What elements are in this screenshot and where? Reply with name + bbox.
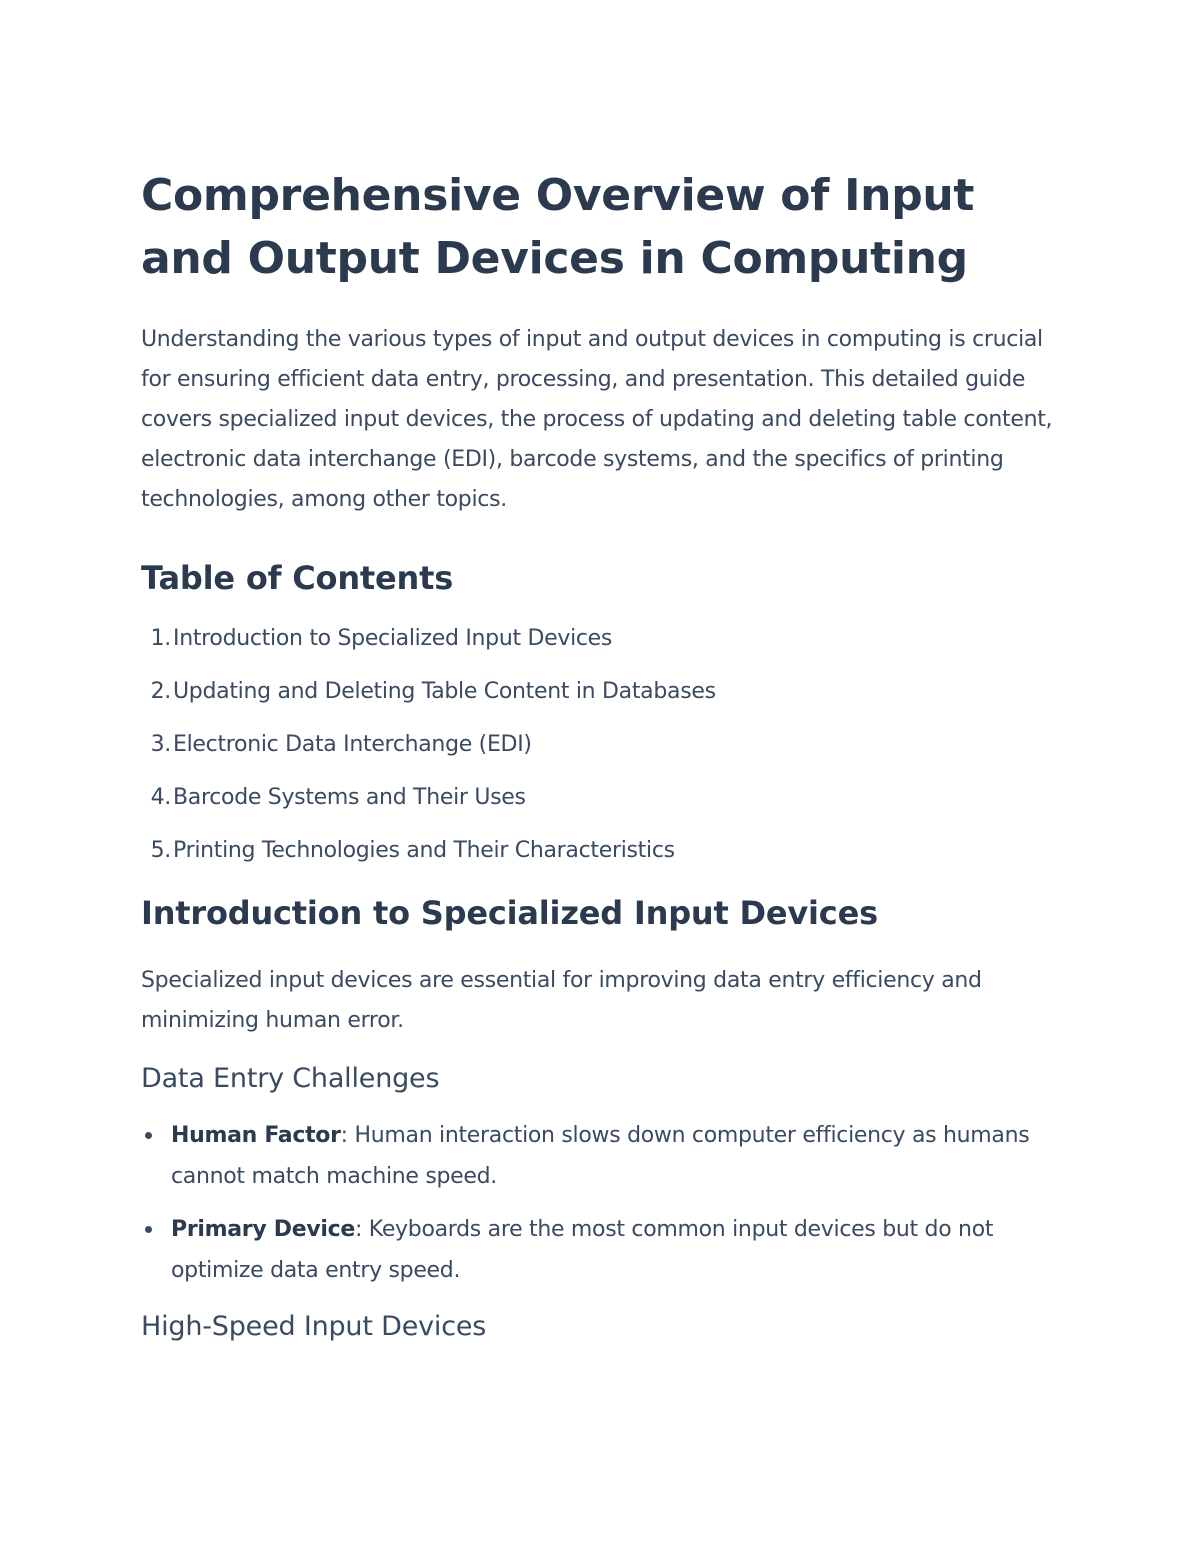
toc-item-label: Electronic Data Interchange (EDI)	[173, 732, 532, 757]
bullet-text: Human interaction slows down computer efficiency as humans cannot match machine speed.	[171, 1123, 1030, 1189]
toc-item-4[interactable]	[141, 781, 1071, 815]
bullet-icon	[145, 1226, 152, 1233]
bullet-separator: :	[354, 1217, 363, 1242]
bullet-icon	[145, 1132, 152, 1139]
toc-item-5[interactable]	[141, 834, 1071, 868]
bullet-list	[141, 1115, 1071, 1291]
toc-item-2[interactable]	[141, 675, 1071, 709]
table-of-contents	[141, 622, 1071, 868]
bullet-separator: :	[340, 1123, 348, 1148]
section-heading: Introduction to Specialized Input Devices	[141, 894, 878, 932]
bullet-text: Keyboards are the most common input devices but do not optimize data entry speed.	[171, 1217, 994, 1283]
bullet-item	[141, 1209, 1071, 1291]
toc-item-number: 4.	[150, 785, 171, 810]
document-page	[141, 164, 1071, 1349]
toc-item-number: 2.	[150, 679, 171, 704]
subsection-heading-data-entry-challenges: Data Entry Challenges	[141, 1063, 440, 1094]
toc-item-label: Printing Technologies and Their Characteristics	[173, 838, 675, 863]
toc-item-3[interactable]	[141, 728, 1071, 762]
section-paragraph: Specialized input devices are essential for improving data entry efficiency and minimizing human error.	[141, 968, 982, 1033]
toc-item-label: Updating and Deleting Table Content in Databases	[173, 679, 716, 704]
bullet-term: Human Factor	[171, 1123, 341, 1148]
toc-item-label: Introduction to Specialized Input Devices	[173, 626, 613, 651]
toc-item-number: 3.	[150, 732, 171, 757]
toc-item-label: Barcode Systems and Their Uses	[173, 785, 526, 810]
intro-paragraph: Understanding the various types of input and output devices in computing is crucial for ensuring efficient data entry, processing, and presentation. This detailed guide covers specialized input devices, the process of updating and deleting table content, electronic data interchange (EDI), barcode systems, and the specifics of printing technologies, among other topics.	[141, 327, 1053, 512]
subsection-heading-high-speed-input-devices: High-Speed Input Devices	[141, 1311, 487, 1342]
bullet-term: Primary Device	[171, 1217, 355, 1242]
toc-item-1[interactable]	[141, 622, 1071, 656]
toc-heading: Table of Contents	[141, 559, 454, 597]
toc-item-number: 1.	[150, 626, 171, 651]
toc-item-number: 5.	[150, 838, 171, 863]
bullet-item	[141, 1115, 1071, 1197]
document-title: Comprehensive Overview of Input and Output Devices in Computing	[141, 170, 975, 284]
